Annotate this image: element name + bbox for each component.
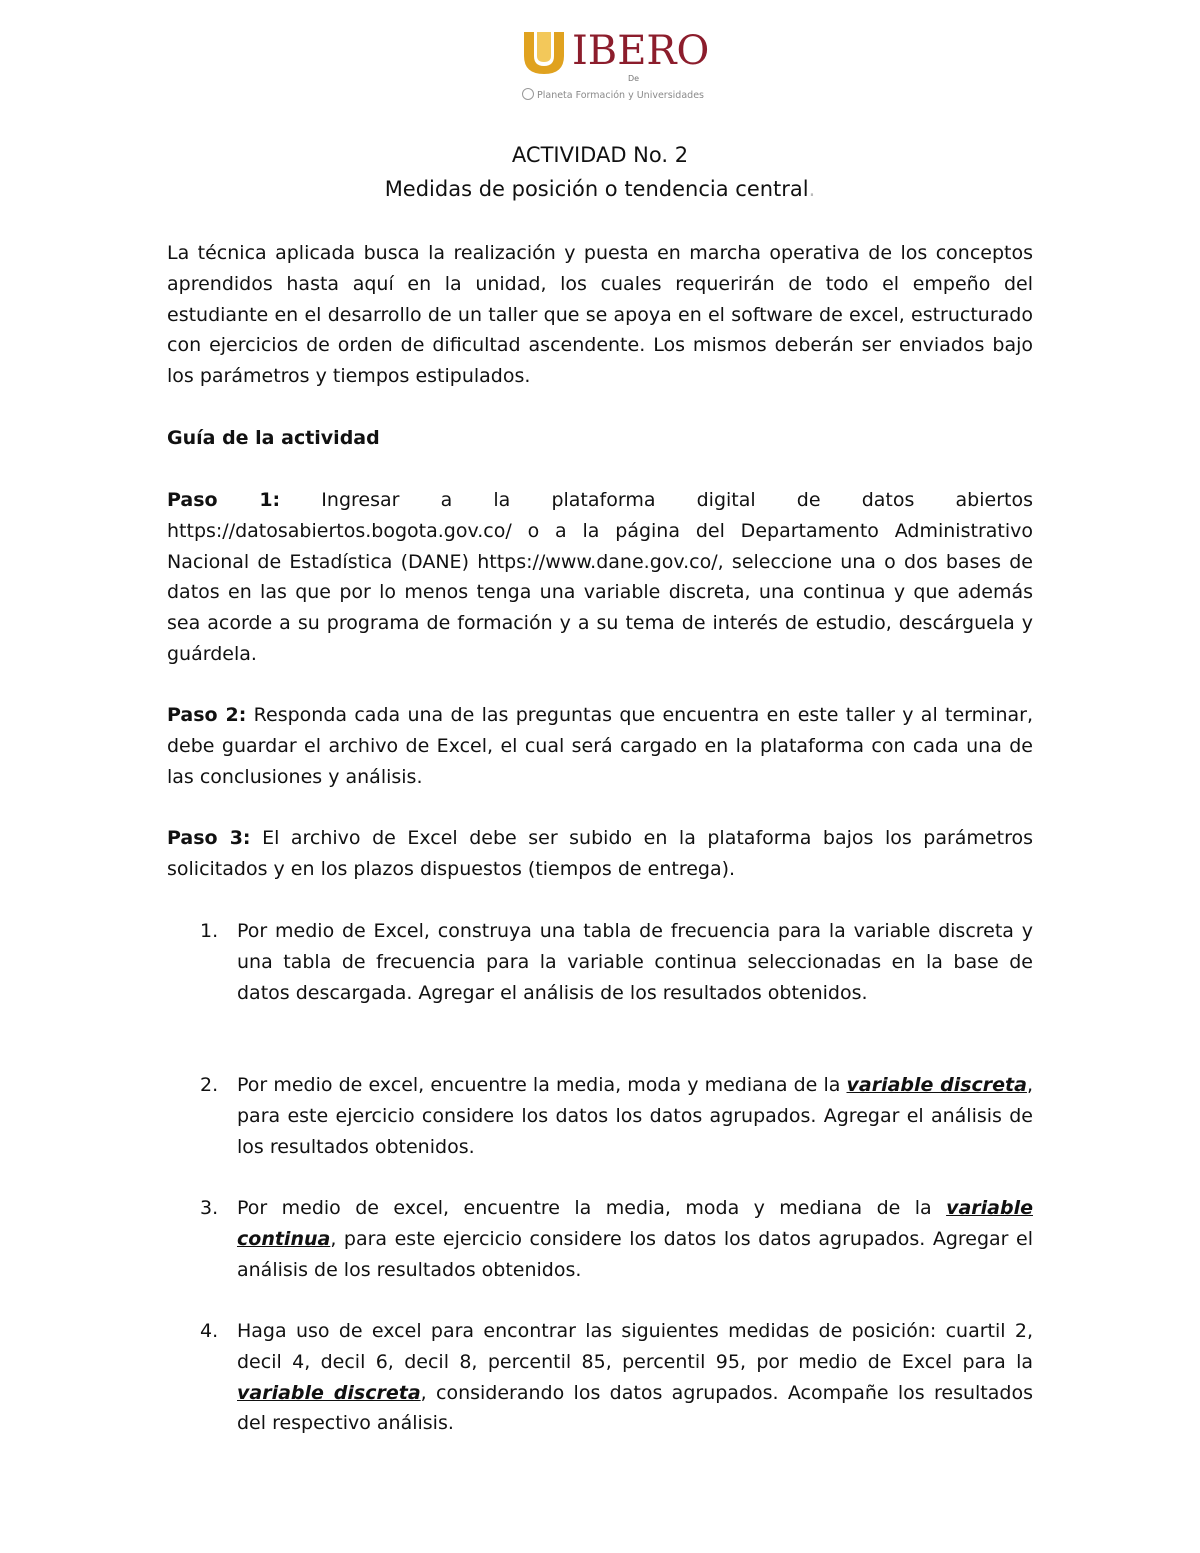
step-3-label: Paso 3:: [167, 827, 251, 849]
logo-de: De: [628, 74, 640, 83]
item-number: 4.: [200, 1320, 219, 1342]
guide-heading: Guía de la actividad: [167, 427, 380, 449]
intro-paragraph: La técnica aplicada busca la realización y puesta en marcha operativa de los conceptos aprendidos hasta aquí en la unidad, los cuales requerirán de todo el empeño del estudiante en el desarrollo de un taller que se apoya en el software de excel, estructurado con ejercicios de orden de dificultad ascendente. Los mismos deberán ser enviados bajo los parámetros y tiempos estipulados.: [167, 242, 1033, 388]
ibero-logo: [522, 26, 712, 106]
ibero-shield-icon: [522, 30, 566, 76]
item-number: 3.: [200, 1197, 219, 1219]
step-2-label: Paso 2:: [167, 704, 247, 726]
step-3: Paso 3: El archivo de Excel debe ser subido en la plataforma bajos los parámetros solicitados y en los plazos dispuestos (tiempos de entrega).: [167, 827, 1033, 880]
step-1-label: Paso 1:: [167, 489, 281, 511]
item-number: 2.: [200, 1074, 219, 1096]
item-number: 1.: [200, 920, 219, 942]
planeta-globe-icon: [522, 88, 534, 100]
logo-wordmark: IBERO: [572, 28, 710, 74]
activity-title: ACTIVIDAD No. 2: [511, 143, 689, 167]
activity-subtitle: Medidas de posición o tendencia central.: [384, 177, 816, 201]
item-text: Por medio de excel, encuentre la media, moda y mediana de la variable continua, para este ejercicio considere los datos los datos agrupados. Agregar el análisis de los resultados obtenidos.: [237, 1197, 1033, 1281]
step-2: Paso 2: Responda cada una de las preguntas que encuentra en este taller y al terminar, debe guardar el archivo de Excel, el cual será cargado en la plataforma con cada una de las conclusiones y análisis.: [167, 704, 1033, 788]
item-text: Por medio de excel, encuentre la media, moda y mediana de la variable discreta, para este ejercicio considere los datos los datos agrupados. Agregar el análisis de los resultados obtenidos.: [237, 1074, 1033, 1158]
item-text: Haga uso de excel para encontrar las siguientes medidas de posición: cuartil 2, decil 4, decil 6, decil 8, percentil 85, percentil 95, por medio de Excel para la variable discreta, considerando los datos agrupados. Acompañe los resultados del respectivo análisis.: [237, 1320, 1033, 1435]
item-text: Por medio de Excel, construya una tabla de frecuencia para la variable discreta y una tabla de frecuencia para la variable continua seleccionadas en la base de datos descargada. Agregar el análisis de los resultados obtenidos.: [237, 920, 1033, 1004]
step-1: Paso 1: Ingresar a la plataforma digital de datos abiertos https://datosabiertos.bogota.gov.co/ o a la página del Departamento Administrativo Nacional de Estadística (DANE) https://www.dane.gov.co/, seleccione una o dos bases de datos en las que por lo menos tenga una variable discreta, una continua y que además sea acorde a su programa de formación y a su tema de interés de estudio, descárguela y guárdela.: [167, 489, 1033, 665]
logo-subtitle: Planeta Formación y Universidades: [522, 88, 704, 101]
